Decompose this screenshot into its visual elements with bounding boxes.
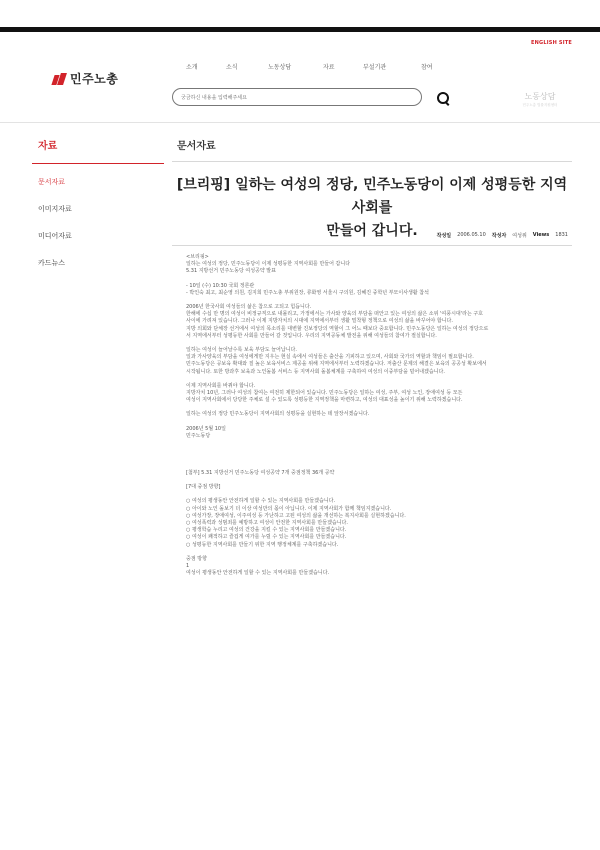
body-line: <브리핑> xyxy=(186,254,209,260)
top-bar xyxy=(0,27,600,32)
pledge-heading: [첨부] 5.31 지방선거 민주노동당 여성공약 7개 중점정책 36개 공약 xyxy=(186,470,335,477)
nav-item[interactable]: 부설기관 xyxy=(363,64,387,71)
body-line: 일과 가사양육의 부담을 여성에게만 지우는 현실 속에서 여성들은 출산을 기피하고 있으며, 사회와 국가의 역할과 책임이 필요합니다. xyxy=(186,354,474,361)
sidebar-item-images[interactable]: 이미지자료 xyxy=(38,205,72,213)
english-site-link[interactable]: ENGLISH SITE xyxy=(531,40,572,46)
quick-consult-sub: 민주노총 법률지원센터 xyxy=(522,103,558,107)
pledge-subheading: [7대 중점 방향] xyxy=(186,484,221,491)
logo-text: 민주노총 xyxy=(70,72,119,86)
body-line xyxy=(186,276,572,283)
search-placeholder: 궁금하신 내용을 입력해주세요 xyxy=(181,95,247,101)
body-line xyxy=(186,297,572,304)
article-meta xyxy=(437,232,568,239)
article-title-line: [브리핑] 일하는 여성의 정당, 민주노동당이 이제 성평등한 지역사회를 xyxy=(176,177,568,216)
tail-text: 여성이 평생동안 안전하게 일할 수 있는 지역사회를 만들겠습니다. xyxy=(186,570,330,577)
pledge-item: ○ 평생학습 누리고 여성의 건강을 지킬 수 있는 지역사회를 만들겠습니다. xyxy=(186,527,347,534)
nav-item[interactable]: 자료 xyxy=(323,64,335,71)
views-label: Views xyxy=(532,232,550,238)
views-value: 1831 xyxy=(555,232,568,238)
nav-item[interactable]: 노동상담 xyxy=(268,64,292,71)
quick-consult-label: 노동상담 xyxy=(524,92,556,101)
pledge-item: ○ 성평등한 지역사회를 만들기 위한 지역 행정체계를 구축하겠습니다. xyxy=(186,541,339,548)
body-line: 지방자치 10년, 그러나 여성의 참여는 여전히 제한되어 있습니다. 민주노동당은 일하는 여성, 주부, 여성 노인, 장애여성 등 모든 xyxy=(186,390,463,397)
body-line xyxy=(186,419,572,426)
sidebar-item-documents[interactable]: 문서자료 xyxy=(38,178,66,186)
body-line: 서 지역에서부터 성평등한 사회를 만들어 갈 것입니다. 우리의 지역공동체 발전을 위해 여성들의 참여가 절실합니다. xyxy=(186,332,437,339)
body-line: 이제 지역사회를 바꿔야 합니다. xyxy=(186,382,256,389)
nav-item[interactable]: 소식 xyxy=(226,64,238,71)
tail-number: 1 xyxy=(186,563,190,570)
pledge-item: ○ 아이와 노인 돌보기 더 이상 여성만의 몫이 아닙니다. 이제 지역사회가 함께 책임지겠습니다. xyxy=(186,505,392,512)
pledge-item: ○ 여성의 평생동안 안전하게 일할 수 있는 지역사회를 만들겠습니다. xyxy=(186,498,336,505)
meta-divider xyxy=(172,245,572,246)
page-title: 문서자료 xyxy=(177,141,216,152)
article-body xyxy=(186,254,572,578)
pledge-item: ○ 여성이 쾌적하고 즐겁게 여가를 누릴 수 있는 지역사회를 만들겠습니다. xyxy=(186,534,347,541)
sidebar-item-cardnews[interactable]: 카드뉴스 xyxy=(38,259,66,267)
body-line xyxy=(186,340,572,347)
body-line: 한해에 수십 만 명의 여성이 비정규직으로 내몰리고, 가정에서는 가사와 양육의 부담을 떠안고 있는 여성의 삶은 소위 '여풍시대'라는 구호 xyxy=(186,311,484,318)
body-line: 민주노동당은 공보육 확대와 질 높은 보육서비스 제공을 위해 지역에서부터 노력하겠습니다. 저출산 문제의 해결은 보육의 공공성 확보에서 xyxy=(186,361,487,368)
search-input[interactable] xyxy=(172,88,422,106)
body-line: 일하는 여성의 정당, 민주노동당이 이제 성평등한 지역사회를 만들어 갑니다 xyxy=(186,261,351,268)
body-line: 시작됩니다. 또한 방과후 보육과 노인돌봄 서비스 등 지역사회 돌봄체계를 구축하여 여성의 이중부담을 덜어내겠습니다. xyxy=(186,368,445,375)
body-line: 일하는 여성이 늘어날수록 보육 부담도 늘어납니다. xyxy=(186,347,297,354)
logo[interactable] xyxy=(53,70,118,87)
search-icon[interactable] xyxy=(437,92,449,104)
sidebar-item-media[interactable]: 미디어자료 xyxy=(38,232,72,240)
pledge-list xyxy=(186,498,572,548)
title-divider xyxy=(172,161,572,162)
pledge-item: ○ 여성가장, 장애여성, 이주여성 등 가난하고 고된 여성의 삶을 개선하는 복지사회를 실현하겠습니다. xyxy=(186,512,406,519)
nav-item[interactable]: 참여 xyxy=(421,64,433,71)
date-label: 작성일 xyxy=(436,233,452,239)
body-line: 민주노동당 xyxy=(186,432,211,439)
quick-consult-link[interactable] xyxy=(520,91,560,108)
date-value: 2006.05.10 xyxy=(457,232,486,238)
pledge-item: ○ 여성폭력과 성범죄를 예방하고 여성이 안전한 지역사회를 만들겠습니다. xyxy=(186,520,348,527)
tail-heading: 중점 방향 xyxy=(186,555,207,562)
body-line: 2006년 5월 10일 xyxy=(186,425,226,432)
main-nav xyxy=(186,62,433,71)
body-line: 여성이 지역사회에서 당당한 주체로 설 수 있도록 성평등한 지역정책을 마련하고, 여성의 대표성을 높이기 위해 노력하겠습니다. xyxy=(186,397,463,404)
sidebar-divider xyxy=(32,163,164,164)
author-label: 작성자 xyxy=(491,233,507,239)
sidebar-title: 자료 xyxy=(38,141,58,152)
logo-mark-icon xyxy=(53,73,67,85)
article-title-line: 만들어 갑니다. xyxy=(326,223,418,239)
body-line: 일하는 여성의 정당 민주노동당이 지역사회의 성평등을 실현하는 데 앞장서겠습니다. xyxy=(186,411,370,418)
body-line: - 박인숙 최고, 최순영 의원, 김지희 민주노총 부위원장, 류화영 서울시 구의원, 김혜진 중학년 부모이사생활 참석 xyxy=(186,289,429,296)
nav-item[interactable]: 소개 xyxy=(186,64,198,71)
body-line: 사이에 가려져 있습니다. 그러나 이제 지방자치의 시대에 지역에서부터 생활 밀착형 정책으로 여성의 삶을 바꾸어야 합니다. xyxy=(186,318,453,325)
body-paragraphs xyxy=(186,254,572,440)
body-line: 지방 의회와 단체장 선거에서 여성의 목소리를 대변할 진보정당의 역할이 그 어느 때보다 중요합니다. 민주노동당은 일하는 여성의 정당으로 xyxy=(186,325,489,332)
body-line xyxy=(186,376,572,383)
author-value: 여성위 xyxy=(512,233,527,239)
header-divider xyxy=(0,122,600,123)
body-line: 5.31 지방선거 민주노동당 여성공약 발표 xyxy=(186,268,276,275)
body-line: 2006년 한국사회 여성들의 삶은 참으로 고되고 힘듭니다. xyxy=(186,304,312,311)
body-line: - 10일 (수) 10:30 국회 정론관 xyxy=(186,282,255,289)
